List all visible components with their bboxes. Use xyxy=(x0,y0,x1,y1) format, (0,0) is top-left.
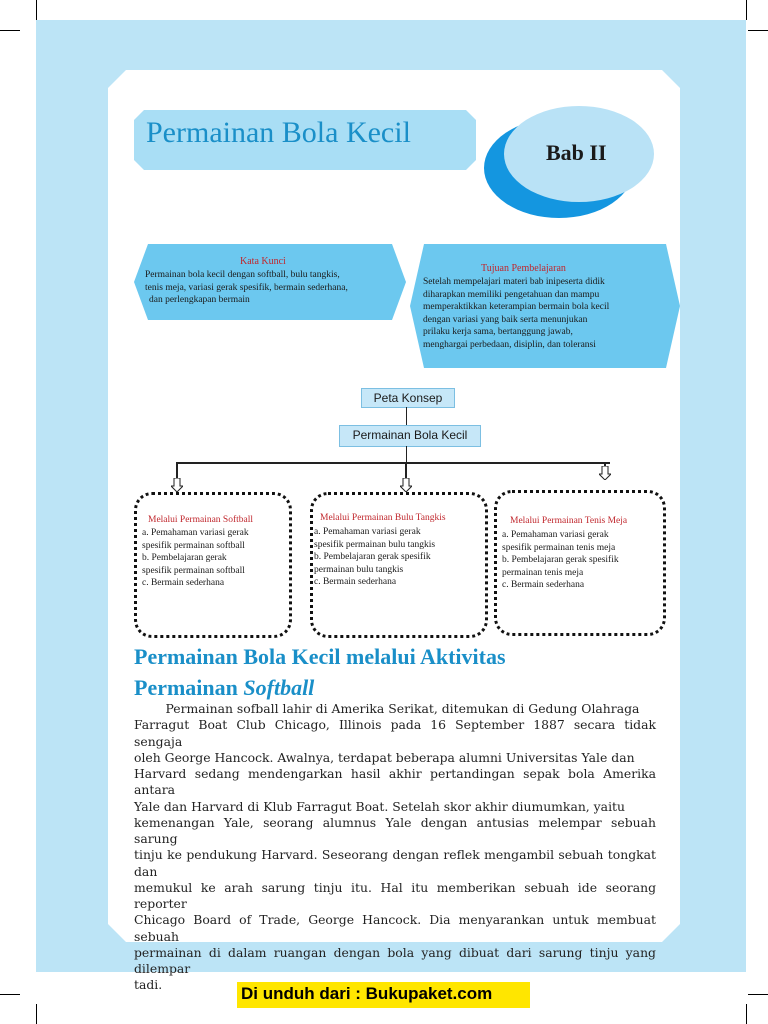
arrow-down-icon xyxy=(400,478,412,492)
concept-items-bulu-tangkis: a. Pemahaman variasi gerak spesifik permainan bulu tangkis b. Pembelajaran gerak spesifik permainan bulu tangkis c. Bermain sederhana xyxy=(314,527,436,587)
crop-mark xyxy=(0,994,20,995)
connector xyxy=(406,407,407,425)
arrow-down-icon xyxy=(599,466,611,480)
crop-mark xyxy=(748,994,768,995)
page-title: Permainan Bola Kecil xyxy=(146,116,411,149)
connector xyxy=(406,446,407,462)
footer-download-link[interactable]: Di unduh dari : Bukupaket.com xyxy=(241,984,493,1003)
peta-konsep-node: Peta Konsep xyxy=(361,388,455,408)
arrow-down-icon xyxy=(171,478,183,492)
crop-mark xyxy=(746,1004,747,1024)
crop-mark xyxy=(0,30,20,31)
concept-head-softball: Melalui Permainan Softball xyxy=(148,515,254,525)
body-paragraph: Permainan sofball lahir di Amerika Serikat, ditemukan di Gedung Olahraga Farragut Boat Club Chicago, Illinois pada 16 September 1887 secara tidak sengaja oleh George Hancock. Awalnya, terdapat beberapa alumni Universitas Yale dan Harvard sedang mendengarkan hasil akhir pertandingan sepak bola Amerika antara Yale dan Harvard di Klub Farragut Boat. Setelah skor akhir diumumkan, yaitu kemenangan Yale, seorang alumnus Yale dengan antusias melempar sebuah sarung tinju ke pendukung Harvard. Seseorang dengan reflek mengambil sebuah tongkat dan memukul ke arah sarung tinju itu. Hal itu memberikan sebuah ide seorang reporter Chicago Board of Trade, George Hancock. Dia menyarankan untuk membuat sebuah permainan di dalam ruangan dengan bola yang dibuat dari sarung tinju yang dilempar tadi. xyxy=(134,701,656,993)
root-node: Permainan Bola Kecil xyxy=(339,425,481,447)
chapter-label: Bab II xyxy=(546,140,607,165)
concept-head-bulu-tangkis: Melalui Permainan Bulu Tangkis xyxy=(320,513,446,523)
kata-kunci-heading: Kata Kunci xyxy=(240,256,286,267)
crop-mark xyxy=(748,30,768,31)
concept-items-softball: a. Pemahaman variasi gerak spesifik permainan softball b. Pembelajaran gerak spesifik permainan softball c. Bermain sederhana xyxy=(142,528,249,588)
section-heading-line1: Permainan Bola Kecil melalui Aktivitas xyxy=(134,644,506,669)
concept-items-tenis-meja: a. Pemahaman variasi gerak spesifik permainan tenis meja b. Pembelajaran gerak spesifik permainan tenis meja c. Bermain sederhana xyxy=(502,530,619,590)
crop-mark xyxy=(746,0,747,20)
section-heading-line2: Permainan Softball xyxy=(134,675,315,700)
crop-mark xyxy=(36,1004,37,1024)
concept-head-tenis-meja: Melalui Permainan Tenis Meja xyxy=(510,516,628,526)
tujuan-text: Setelah mempelajari materi bab inipeserta didik diharapkan memiliki pengetahuan dan mampu memperaktikkan keterampian bermain bola kecil dengan variasi yang baik serta menunjukan prilaku kerja sama, bertanggung jawab, menghargai perbedaan, disiplin, dan toleransi xyxy=(423,277,610,350)
crop-mark xyxy=(36,0,37,20)
branch-line xyxy=(176,462,610,464)
kata-kunci-text: Permainan bola kecil dengan softball, bulu tangkis, tenis meja, variasi gerak spesifik, bermain sederhana, dan perlengkapan bermain xyxy=(145,270,348,305)
tujuan-heading: Tujuan Pembelajaran xyxy=(481,263,566,274)
